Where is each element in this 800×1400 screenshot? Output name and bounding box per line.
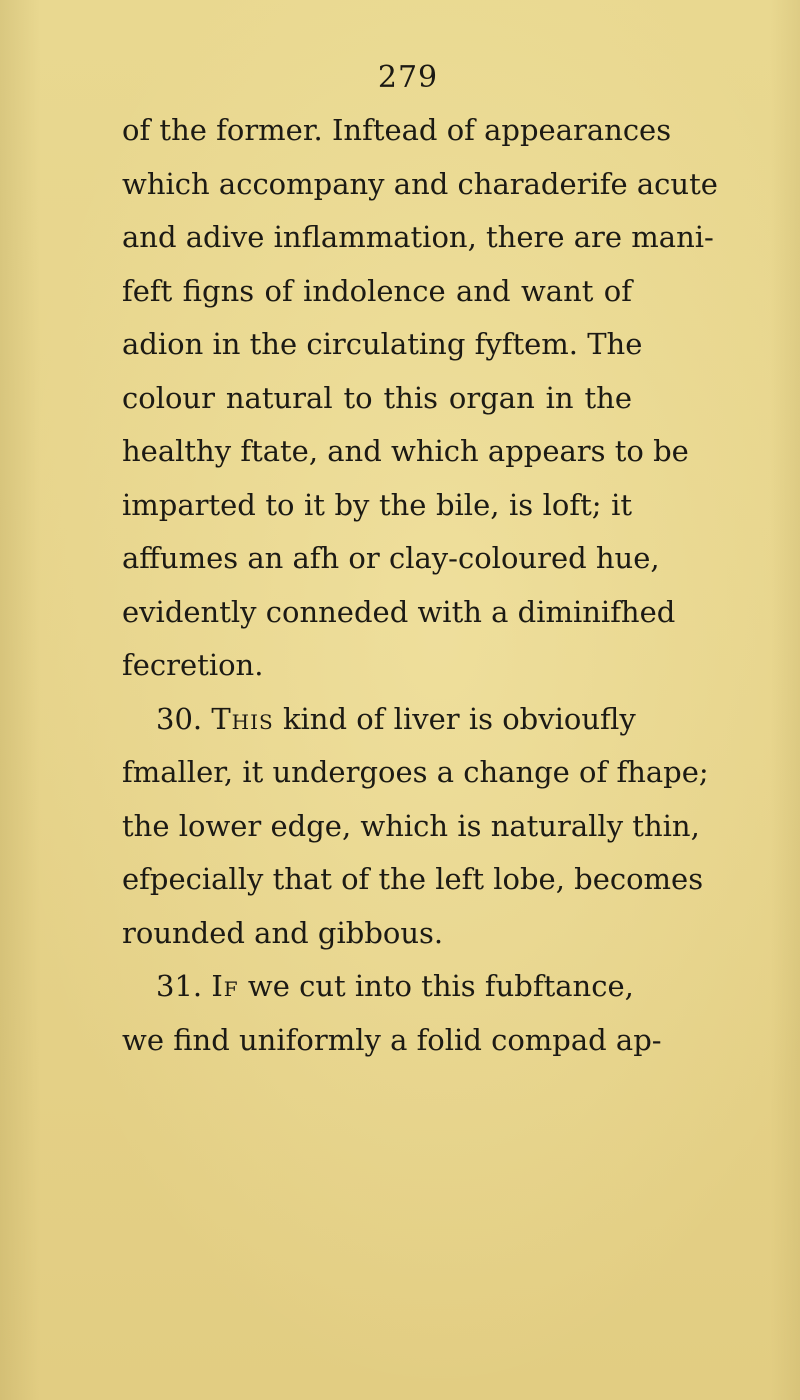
section-lead: This xyxy=(211,701,274,736)
section-text: kind of liver is obvioufly xyxy=(282,701,636,736)
text-line: healthy ftate, and which appears to be xyxy=(122,434,689,468)
section-30-first-line xyxy=(122,693,636,747)
text-line: fmaller, it undergoes a change of fhape; xyxy=(122,755,709,789)
text-line: fecretion. xyxy=(122,648,264,682)
text-line: the lower edge, which is naturally thin, xyxy=(122,808,700,843)
text-line: and adive inflammation, there are mani- xyxy=(122,220,714,254)
text-line: rounded and gibbous. xyxy=(122,915,444,950)
text-line: efpecially that of the left lobe, becomes xyxy=(122,862,704,896)
text-line: we find uniformly a folid compad ap- xyxy=(122,1022,662,1057)
text-line: affumes an afh or clay-coloured hue, xyxy=(122,541,660,575)
text-line: evidently conneded with a diminifhed xyxy=(122,594,676,629)
text-line: feft figns of indolence and want of xyxy=(122,273,632,308)
text-line: imparted to it by the bile, is loft; it xyxy=(122,487,632,522)
section-lead: If xyxy=(211,969,239,1003)
section-number: 31. xyxy=(156,969,203,1003)
page-number: 279 xyxy=(377,60,439,95)
text-line: adion in the circulating fyftem. The xyxy=(122,327,643,361)
section-number: 30. xyxy=(156,701,203,736)
section-text: we cut into this fubftance, xyxy=(247,969,634,1003)
text-line: which accompany and charaderife acute xyxy=(122,166,718,201)
section-31-first-line xyxy=(122,960,632,1014)
text-line: colour natural to this organ in the xyxy=(122,380,632,415)
page-body xyxy=(122,104,718,1067)
text-line: of the former. Inftead of appearances xyxy=(122,113,672,147)
